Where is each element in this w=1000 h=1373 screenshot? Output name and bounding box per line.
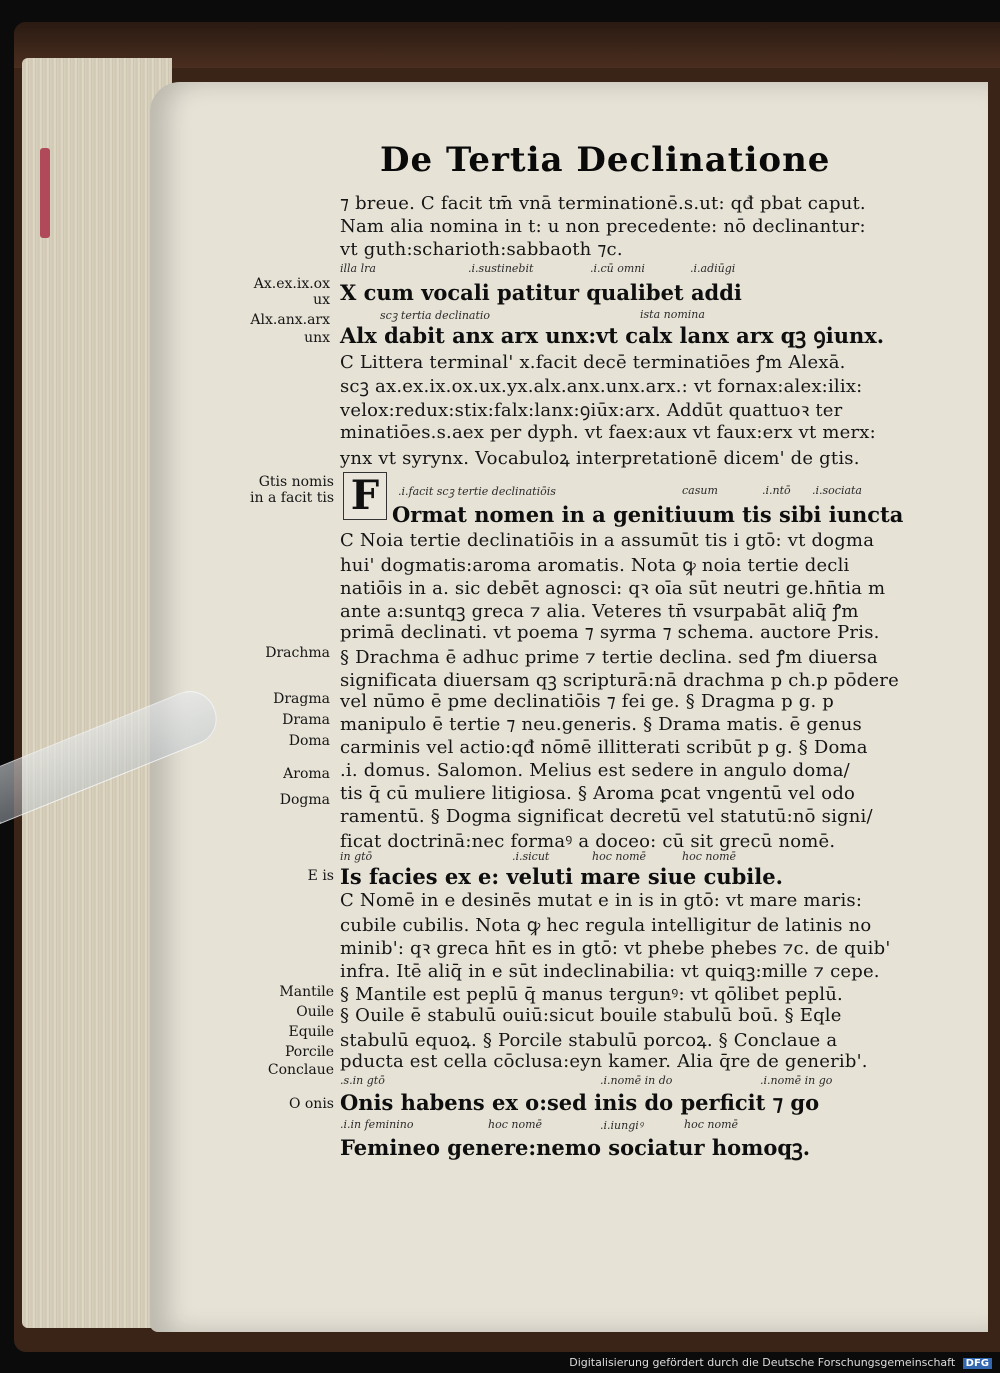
- intro-line: vt guth:scharioth:sabbaoth ⁊c.: [340, 239, 623, 260]
- margin-note: Aroma: [283, 766, 330, 782]
- margin-note: ux: [313, 292, 330, 308]
- commentary-line: primā declinati. vt poema ⁊ syrma ⁊ schema. auctore Pris.: [340, 622, 880, 643]
- footer-credit: [569, 1356, 992, 1369]
- margin-note: in a facit tis: [250, 490, 334, 506]
- interlinear-gloss: hoc nomē: [684, 1118, 739, 1131]
- commentary-line: cubile cubilis. Nota ꝙ hec regula intelligitur de latinis no: [340, 915, 872, 936]
- interlinear-gloss: in gtō: [340, 850, 373, 863]
- margin-note: O onis: [288, 1096, 334, 1112]
- bookmark-tab: [40, 148, 50, 238]
- commentary-line: .i. domus. Salomon. Melius est sedere in angulo doma/: [340, 760, 850, 781]
- dfg-badge: DFG: [963, 1358, 992, 1369]
- intro-line: Nam alia nomina in t: u non precedente: nō declinantur:: [340, 216, 866, 237]
- commentary-line: minib': qꝛ greca hn̄t es in gtō: vt phebe phebes ⁊c. de quib': [340, 938, 891, 959]
- interlinear-gloss: illa lra: [340, 262, 376, 275]
- interlinear-gloss: hoc nomē: [488, 1118, 543, 1131]
- interlinear-gloss: .i.iungiꝰ: [600, 1119, 643, 1132]
- margin-note: E is: [307, 868, 334, 884]
- margin-note: Gtis nomis: [258, 474, 334, 490]
- commentary-line: ante a:suntqꝫ greca ⁊ alia. Veteres tn̄ vsurpabāt aliq̄ ꝭm: [340, 601, 859, 622]
- margin-note: Porcile: [284, 1044, 334, 1060]
- commentary-line: infra. Itē aliq̄ in e sūt indeclinabilia: vt quiqꝫ:mille ⁊ cepe.: [340, 961, 880, 982]
- commentary-line: § Ouile ē stabulū ouiū:sicut bouile stabulū boū. § Eqle: [340, 1005, 842, 1026]
- interlinear-gloss: .i.cū omni: [590, 262, 645, 275]
- margin-note: Doma: [288, 733, 330, 749]
- commentary-line: C Noia tertie declinatiōis in a assumūt tis i gtō: vt dogma: [340, 530, 875, 551]
- commentary-line: § Drachma ē adhuc prime ⁊ tertie declina. sed ꝭm diuersa: [340, 647, 878, 668]
- margin-note: Mantile: [279, 984, 334, 1000]
- interlinear-gloss: .i.adiūgi: [690, 262, 736, 275]
- page-title: De Tertia Declinatione: [380, 140, 831, 180]
- interlinear-gloss: .s.in gtō: [340, 1074, 385, 1087]
- commentary-line: natiōis in a. sic debēt agnosci: qꝛ oīa sūt neutri ge.hn̄tia m: [340, 578, 886, 599]
- interlinear-gloss: hoc nomē: [682, 850, 737, 863]
- drop-initial: F: [343, 472, 387, 520]
- margin-note: Dragma: [273, 691, 330, 707]
- verse-line: Is facies ex e: veluti mare siue cubile.: [340, 864, 783, 889]
- verse-line: Alx dabit anx arx unx:vt calx lanx arx qꝫ ꝯiunx.: [340, 323, 885, 348]
- margin-note: unx: [304, 330, 330, 346]
- interlinear-gloss: ista nomina: [640, 308, 705, 321]
- interlinear-gloss: .i.nomē in go: [760, 1074, 833, 1087]
- margin-note: Dogma: [279, 792, 330, 808]
- interlinear-gloss: .i.ntō: [762, 484, 791, 497]
- commentary-line: significata diuersam qꝫ scripturā:nā drachma p ch.p pōdere: [340, 670, 899, 691]
- commentary-line: carminis vel actio:qđ nōmē illitterati scribūt p g. § Doma: [340, 737, 868, 758]
- margin-note: Alx.anx.arx: [250, 312, 330, 328]
- verse-line: Femineo genere:nemo sociatur homoqꝫ.: [340, 1135, 811, 1160]
- interlinear-gloss: .i.sicut: [512, 850, 550, 863]
- interlinear-gloss: hoc nomē: [592, 850, 647, 863]
- commentary-line: ynx vt syrynx. Vocabuloꝝ interpretationē dicem' de gtis.: [340, 448, 860, 469]
- commentary-line: ramentū. § Dogma significat decretū vel statutū:nō signi/: [340, 806, 873, 827]
- margin-note: Drachma: [265, 645, 330, 661]
- margin-note: Conclaue: [267, 1062, 334, 1078]
- commentary-line: velox:redux:stix:falx:lanx:ꝯiūx:arx. Addūt quattuoꝛ ter: [340, 400, 843, 421]
- commentary-line: tis q̄ cū muliere litigiosa. § Aroma ꝑcat vngentū vel odo: [340, 783, 856, 804]
- margin-note: Drama: [282, 712, 330, 728]
- commentary-line: minatiōes.s.aex per dyph. vt faex:aux vt faux:erx vt merx:: [340, 422, 876, 443]
- commentary-line: ficat doctrinā:nec formaꝰ a doceo: cū sit grecū nomē.: [340, 831, 836, 852]
- verse-line: X cum vocali patitur qualibet addi: [340, 280, 742, 305]
- commentary-line: § Mantile est peplū q̄ manus tergunꝰ: vt qōlibet peplū.: [340, 984, 843, 1005]
- commentary-line: manipulo ē tertie ⁊ neu.generis. § Drama matis. ē genus: [340, 714, 862, 735]
- interlinear-gloss: .i.facit scꝫ tertie declinatiōis: [398, 485, 556, 498]
- margin-note: Equile: [288, 1024, 334, 1040]
- margin-note: Ax.ex.ix.ox: [253, 276, 330, 292]
- commentary-line: vel nūmo ē pme declinatiōis ⁊ fei ge. § Dragma p g. p: [340, 691, 835, 712]
- margin-note: Ouile: [296, 1004, 334, 1020]
- footer-text: Digitalisierung gefördert durch die Deutsche Forschungsgemeinschaft: [569, 1356, 956, 1369]
- interlinear-gloss: .i.in feminino: [340, 1118, 414, 1131]
- intro-line: ⁊ breue. C facit tm̄ vnā terminationē.s.ut: qđ pbat caput.: [340, 193, 866, 214]
- interlinear-gloss: .i.sustinebit: [468, 262, 534, 275]
- verse-line: Onis habens ex o:sed inis do perficit ⁊ go: [340, 1090, 820, 1115]
- commentary-line: scꝫ ax.ex.ix.ox.ux.yx.alx.anx.unx.arx.: vt fornax:alex:ilix:: [340, 376, 863, 397]
- interlinear-gloss: .i.sociata: [812, 484, 862, 497]
- commentary-line: pducta est cella cōclusa:eyn kamer. Alia q̄re de generib'.: [340, 1051, 868, 1072]
- commentary-line: stabulū equoꝝ. § Porcile stabulū porcoꝝ. § Conclaue a: [340, 1030, 838, 1051]
- commentary-line: C Littera terminal' x.facit decē terminatiōes ꝭm Alexā.: [340, 352, 846, 373]
- commentary-line: hui' dogmatis:aroma aromatis. Nota ꝙ noia tertie decli: [340, 555, 850, 576]
- commentary-line: C Nomē in e desinēs mutat e in is in gtō: vt mare maris:: [340, 890, 863, 911]
- interlinear-gloss: .i.nomē in do: [600, 1074, 673, 1087]
- interlinear-gloss: scꝫ tertia declinatio: [380, 309, 491, 322]
- verse-line: Ormat nomen in a genitiuum tis sibi iuncta: [392, 502, 904, 527]
- interlinear-gloss: casum: [682, 484, 718, 497]
